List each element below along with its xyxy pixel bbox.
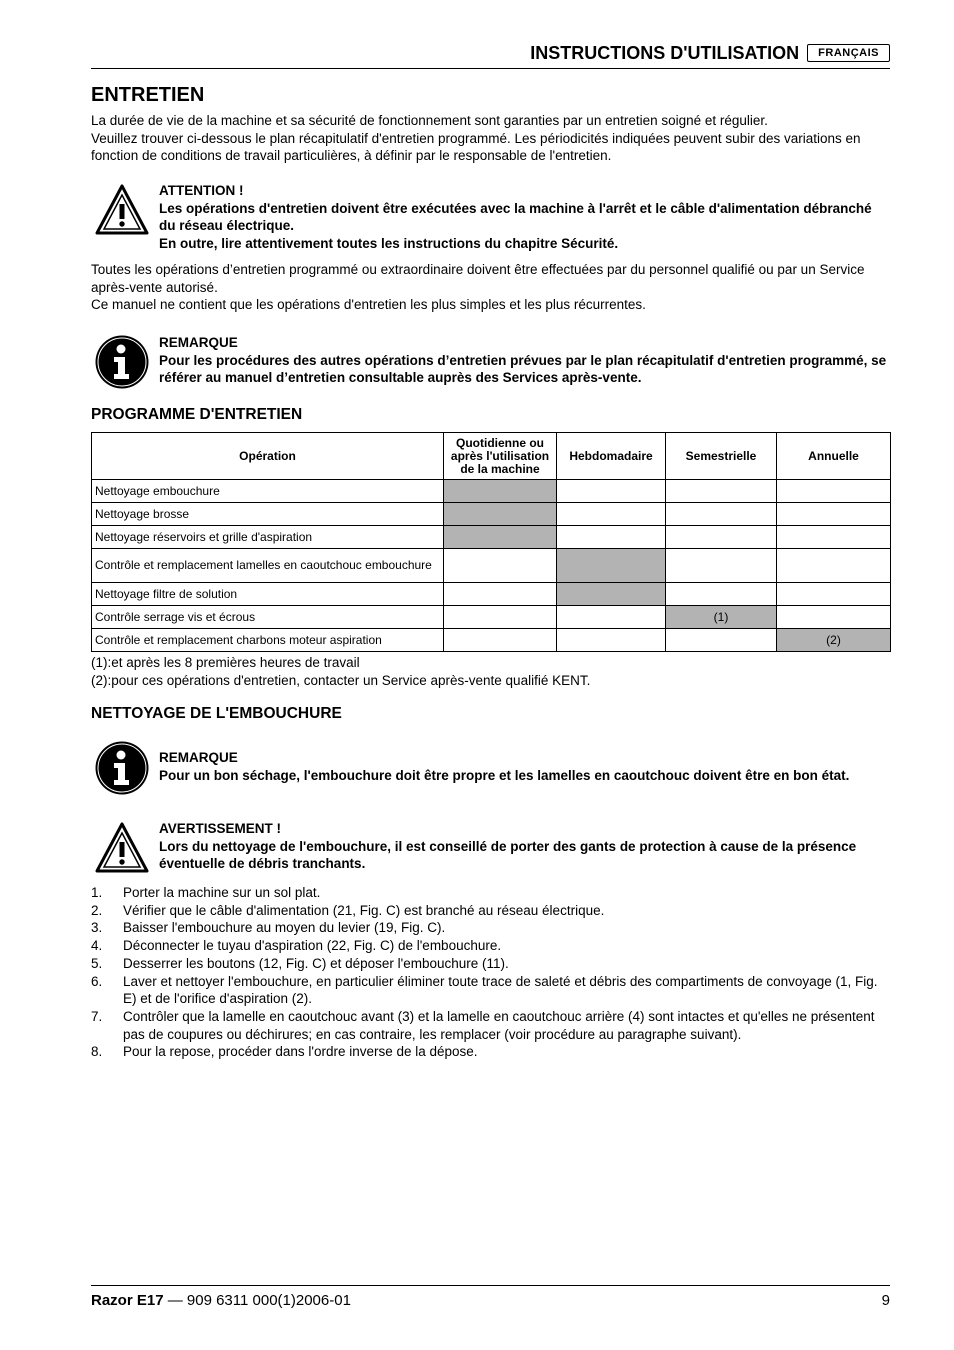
table-row	[92, 503, 891, 526]
schedule-cell	[557, 480, 666, 503]
remark-text-1	[159, 334, 890, 390]
remark-body-2: Pour un bon séchage, l'embouchure doit être propre et les lamelles en caoutchouc doivent être en bon état.	[159, 767, 850, 783]
remark-text-2	[159, 749, 849, 796]
column-header: Quotidienne ou après l'utilisation de la machine	[444, 433, 557, 480]
header-title: INSTRUCTIONS D'UTILISATION	[530, 42, 800, 63]
language-badge: FRANÇAIS	[807, 44, 890, 62]
table-row	[92, 583, 891, 606]
page-header	[91, 38, 890, 69]
schedule-cell	[666, 549, 777, 583]
step-text: Pour la repose, procéder dans l'ordre inverse de la dépose.	[123, 1044, 478, 1060]
table-note-1: (1):et après les 8 premières heures de travail	[91, 655, 360, 670]
schedule-cell	[557, 549, 666, 583]
schedule-cell	[666, 526, 777, 549]
warning-title: AVERTISSEMENT !	[159, 821, 282, 836]
operation-cell: Nettoyage filtre de solution	[92, 583, 444, 606]
schedule-cell	[444, 606, 557, 629]
footer-model: Razor E17	[91, 1292, 164, 1309]
schedule-cell	[557, 503, 666, 526]
list-item	[91, 902, 890, 920]
cleaning-steps	[91, 884, 890, 1061]
schedule-cell	[666, 480, 777, 503]
warning-triangle-icon	[94, 182, 150, 238]
operation-cell: Nettoyage réservoirs et grille d'aspiration	[92, 526, 444, 549]
operation-cell: Contrôle et remplacement lamelles en caoutchouc embouchure	[92, 549, 444, 583]
intro-text	[91, 112, 890, 165]
remark-notice-1	[91, 334, 890, 390]
step-text: Vérifier que le câble d'alimentation (21, Fig. C) est branché au réseau électrique.	[123, 902, 605, 918]
general-paragraph-1: Toutes les opérations d’entretien programmé ou extraordinaire doivent être effectuées par du personnel qualifié ou par un Service après-vente autorisé.	[91, 262, 865, 295]
schedule-cell	[557, 583, 666, 606]
remark-title-2: REMARQUE	[159, 750, 238, 765]
step-text: Déconnecter le tuyau d'aspiration (22, Fig. C) de l'embouchure.	[123, 938, 502, 954]
schedule-cell	[777, 606, 891, 629]
step-text: Baisser l'embouchure au moyen du levier (19, Fig. C).	[123, 920, 446, 936]
step-text: Porter la machine sur un sol plat.	[123, 885, 321, 900]
step-text: Laver et nettoyer l'embouchure, en particulier éliminer toute trace de saleté et débris des compartiments de convoyage (1, Fig. E) et de l'orifice d'aspiration (2).	[123, 973, 878, 1007]
schedule-cell: (2)	[777, 629, 891, 652]
remark-notice-2	[91, 740, 890, 796]
schedule-cell	[666, 629, 777, 652]
table-row	[92, 480, 891, 503]
schedule-cell	[444, 583, 557, 606]
schedule-cell	[444, 503, 557, 526]
column-header: Annuelle	[777, 433, 891, 480]
operation-cell: Contrôle serrage vis et écrous	[92, 606, 444, 629]
table-row	[92, 606, 891, 629]
step-number: 4.	[91, 938, 103, 954]
attention-line-2: En outre, lire attentivement toutes les instructions du chapitre Sécurité.	[159, 236, 619, 252]
schedule-cell	[444, 480, 557, 503]
schedule-cell	[557, 526, 666, 549]
warning-text	[159, 820, 890, 876]
schedule-cell	[557, 629, 666, 652]
step-number: 5.	[91, 955, 103, 971]
list-item	[91, 1043, 890, 1061]
step-number: 1.	[91, 885, 103, 900]
footer-reference	[91, 1292, 351, 1309]
schedule-cell	[557, 606, 666, 629]
table-note-2: (2):pour ces opérations d'entretien, contacter un Service après-vente qualifié KENT.	[91, 672, 591, 688]
column-header: Opération	[92, 433, 444, 480]
schedule-cell	[777, 503, 891, 526]
attention-text	[159, 182, 890, 253]
operation-cell: Nettoyage brosse	[92, 503, 444, 526]
step-text: Contrôler que la lamelle en caoutchouc avant (3) et la lamelle en caoutchouc arrière (4) sont intactes et qu'elles ne présentent pas de coupures ou déchirures; en cas contraire, les remplacer (voir procédure au paragraphe suivant).	[123, 1008, 875, 1042]
schedule-cell	[444, 629, 557, 652]
table-notes	[91, 654, 890, 689]
program-title: PROGRAMME D'ENTRETIEN	[91, 406, 303, 423]
page-number: 9	[881, 1292, 890, 1309]
column-header: Hebdomadaire	[557, 433, 666, 480]
general-text	[91, 261, 890, 314]
step-number: 8.	[91, 1044, 103, 1060]
step-number: 2.	[91, 902, 103, 918]
schedule-cell	[444, 526, 557, 549]
warning-notice	[91, 820, 890, 876]
intro-paragraph-2: Veuillez trouver ci-dessous le plan récapitulatif d'entretien programmé. Les périodicités indiquées peuvent subir des variations en fonction de conditions de travail particulières, à définir par le responsable de l'entretien.	[91, 130, 861, 164]
footer-doc-number: — 909 6311 000(1)2006-01	[167, 1292, 351, 1309]
operation-cell: Nettoyage embouchure	[92, 480, 444, 503]
intro-paragraph-1: La durée de vie de la machine et sa sécurité de fonctionnement sont garanties par un entretien soigné et régulier.	[91, 113, 768, 128]
maintenance-table	[91, 432, 891, 652]
schedule-cell	[777, 583, 891, 606]
list-item	[91, 1008, 890, 1043]
schedule-cell: (1)	[666, 606, 777, 629]
list-item	[91, 919, 890, 937]
table-row	[92, 526, 891, 549]
list-item	[91, 973, 890, 1008]
cleaning-title: NETTOYAGE DE L'EMBOUCHURE	[91, 705, 342, 722]
attention-notice	[91, 182, 890, 253]
step-number: 7.	[91, 1008, 103, 1024]
remark-body-1: Pour les procédures des autres opérations d’entretien prévues par le plan récapitulatif d'entretien programmé, se référer au manuel d’entretien consultable auprès des Services après-vente.	[159, 352, 887, 386]
step-number: 6.	[91, 973, 103, 989]
warning-triangle-icon	[94, 820, 150, 876]
schedule-cell	[444, 549, 557, 583]
attention-line-1: Les opérations d'entretien doivent être exécutées avec la machine à l'arrêt et le câble d'alimentation débranché du réseau électrique.	[159, 200, 872, 234]
table-header-row	[92, 433, 891, 480]
column-header: Semestrielle	[666, 433, 777, 480]
info-icon	[94, 740, 150, 796]
attention-title: ATTENTION !	[159, 183, 244, 198]
schedule-cell	[777, 480, 891, 503]
schedule-cell	[666, 503, 777, 526]
table-row	[92, 629, 891, 652]
step-number: 3.	[91, 920, 103, 936]
schedule-cell	[777, 526, 891, 549]
list-item	[91, 955, 890, 973]
list-item	[91, 884, 890, 902]
step-text: Desserrer les boutons (12, Fig. C) et déposer l'embouchure (11).	[123, 955, 509, 971]
remark-title-1: REMARQUE	[159, 335, 238, 350]
warning-body: Lors du nettoyage de l'embouchure, il est conseillé de porter des gants de protection à cause de la présence éventuelle de débris tranchants.	[159, 838, 857, 872]
schedule-cell	[777, 549, 891, 583]
list-item	[91, 937, 890, 955]
operation-cell: Contrôle et remplacement charbons moteur aspiration	[92, 629, 444, 652]
schedule-cell	[666, 583, 777, 606]
page-footer	[91, 1285, 890, 1309]
info-icon	[94, 334, 150, 390]
section-title: ENTRETIEN	[91, 84, 205, 106]
general-paragraph-2: Ce manuel ne contient que les opérations d'entretien les plus simples et les plus récurrentes.	[91, 297, 646, 313]
table-row	[92, 549, 891, 583]
